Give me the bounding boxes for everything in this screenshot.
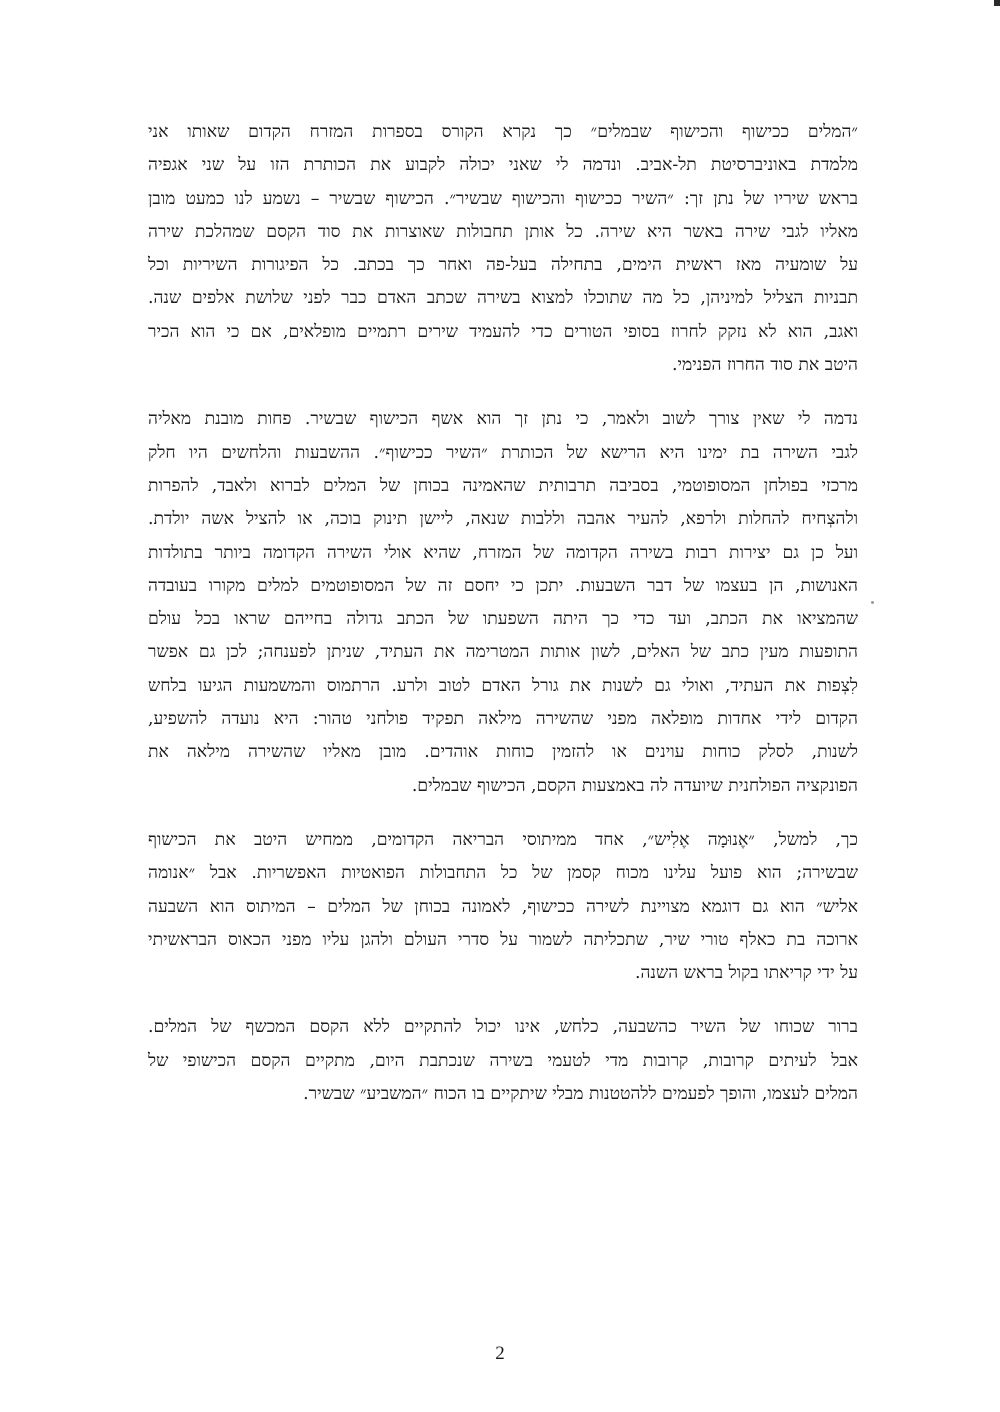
document-body [148,116,858,1111]
text-line: לגבי השירה בת ימינו היא הרישא של הכותרת ״השיר ככישוף״. ההשבעות והלחשים היו חלק [148,442,858,463]
text-line: לִצְפות את העתיד, ואולי גם לשנות את גורל האדם לטוב ולרע. הרתמוס והמשמעות הגיעו בלחש [148,675,858,696]
scan-corner-mark [994,0,1000,6]
text-line: כך, למשל, ״אֶנוּמָה אֶלִיש״, אחד ממיתוסי הבריאה הקדומים, ממחיש היטב את הכישוף [148,829,858,850]
text-line: אליש״ הוא גם דוגמא מצויינת לשירה ככישוף, לאמונה בכוחן של המלים – המיתוס הוא השבעה [148,896,858,917]
text-line: שבשירה; הוא פועל עלינו מכוח קסמן של כל התחבולות הפואטיות האפשריות. אבל ״אנומה [148,863,858,884]
paragraph-3 [148,824,858,990]
page-number: 2 [495,1343,505,1364]
text-line: מרכזי בפולחן המסופוטמי, בסביבה תרבותית שהאמינה בכוחן של המלים לברוא ולאבד, להפרות [148,475,858,496]
text-line: על שומעיה מאז ראשית הימים, בתחילה בעל-פה ואחר כך בכתב. כל הפיגורות השיריות וכל [148,255,858,276]
text-line: הקדום לידי אחדות מופלאה מפני שהשירה מילאה תפקיד פולחני טהור: היא נועדה להשפיע, [148,709,858,730]
text-line: מלמדת באוניברסיטת תל-אביב. ונדמה לי שאני יכולה לקבוע את הכותרת הזו על שני אגפיה [148,155,858,176]
text-line: ועל כן גם יצירות רבות בשירה הקדומה של המזרח, שהיא אולי השירה הקדומה ביותר בתולדות [148,542,858,563]
paragraph-2 [148,403,858,803]
text-line: תבניות הצליל למיניהן, כל מה שתוכלו למצוא בשירה שכתב האדם כבר לפני שלושת אלפים שנה. [148,288,858,309]
text-line: אבל לעיתים קרובות, קרובות מדי לטעמי בשירה שנכתבת היום, מתקיים הקסם הכישופי של [148,1050,858,1071]
text-line: התופעות מעין כתב של האלים, לשון אותות המטרימה את העתיד, שניתן לפענחה; לכן גם אפשר [148,642,858,663]
text-line: ואגב, הוא לא נזקק לחרוז בסופי הטורים כדי להעמיד שירים רתמיים מופלאים, אם כי הוא הכיר [148,321,858,342]
text-line: היטב את סוד החרוז הפנימי. [672,355,858,376]
text-line: על ידי קריאתו בקול בראש השנה. [634,963,858,984]
text-line: הפונקציה הפולחנית שיועדה לה באמצעות הקסם, הכישוף שבמלים. [411,775,858,796]
text-line: בראש שיריו של נתן זך: ״השיר ככישוף והכישוף שבשיר״. הכישוף שבשיר – נשמע לנו כמעט מובן [148,188,858,209]
text-line: ברור שכוחו של השיר כהשבעה, כלחש, אינו יכול להתקיים ללא הקסם המכשף של המלים. [148,1017,858,1038]
scan-speck [871,601,874,604]
text-line: לשנות, לסלק כוחות עוינים או להזמין כוחות אוהדים. מובן מאליו שהשירה מילאה את [148,742,858,763]
text-line: האנושות, הן בעצמו של דבר השבעות. יתכן כי יחסם זה של המסופוטמים למלים מקורו בעובדה [148,575,858,596]
text-line: המלים לעצמו, והופך לפעמים ללהטטנות מבלי שיתקיים בו הכוח ״המשביע״ שבשיר. [303,1084,858,1105]
text-line: מאליו לגבי שירה באשר היא שירה. כל אותן תחבולות שאוצרות את סוד הקסם שמהלכת שירה [148,221,858,242]
text-line: נדמה לי שאין צורך לשוב ולאמר, כי נתן זך הוא אשף הכישוף שבשיר. פחות מובנת מאליה [148,409,858,430]
text-line: ארוכה בת כאלף טורי שיר, שתכליתה לשמור על סדרי העולם ולהגן עליו מפני הכאוס הבראשיתי [148,929,858,950]
text-line: ״המלים ככישוף והכישוף שבמלים״ כך נקרא הקורס בספרות המזרח הקדום שאותו אני [148,122,858,142]
text-line: שהמציאו את הכתב, ועד כדי כך היתה השפעתו של הכתב גדולה בחייהם שראו בכל עולם [148,609,858,630]
paragraph-4 [148,1011,858,1111]
text-line: ולהצְחיח להחלות ולרפא, להעיר אהבה וללבות שנאה, ליישן תינוק בוכה, או להציל אשה יולדת. [148,509,858,530]
paragraph-1 [148,116,858,382]
